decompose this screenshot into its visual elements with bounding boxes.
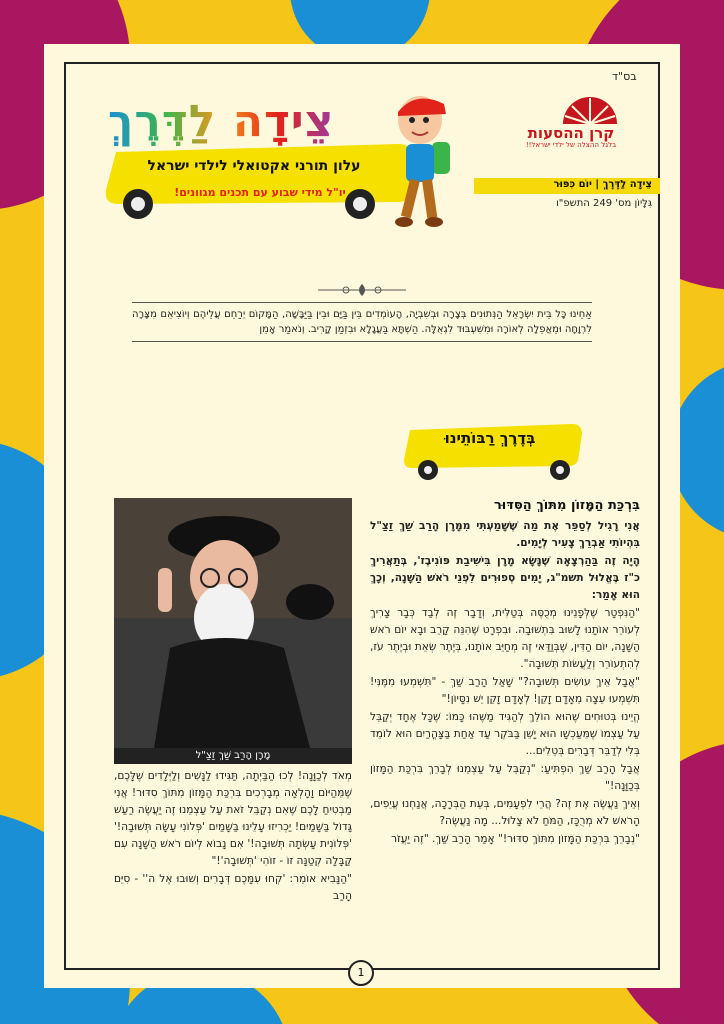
article-paragraph: אֲבָל הָרַב שַׁךְ הִפְתִּיעַ: "נְקַבֵּל עַל עַצְמֵנוּ לְבָרֵךְ בִּרְכַּת הַמָּזוֹן בְּכַוָּנָה!" (370, 763, 640, 792)
child-mascot-illustration (376, 90, 456, 240)
article-paragraph: הָיָה זֶה בַּהַרְצָאָה שֶׁנָּשָׂא מָרָן בִּישִׁיבַת פּוֹנִיבֶז', בְּתַאֲרִיךְ כ"ז בֶּאֱלוּל תשמ"ג, יָמִים סְפוּרִים לִפְנֵי רֹאשׁ הַשָּׁנָה, וְכָךְ הוּא אָמַר: (370, 555, 640, 601)
issue-number: גִּלָּיוֹן מס' 249 התשפ"ו (556, 198, 652, 209)
article-paragraph: הֱיֵינוּ בְּטוּחִים שֶׁהוּא הוֹלֵךְ לְהַגִּיד מַשֶּׁהוּ כָּמוֹ: שֶׁכָּל אֶחָד יְקַבֵּל עַל עַצְמוֹ שֶׁמֵּעַכְשָׁו הוּא יָשֵׁן בַּבֹּקֶר עַד אַחַת בַּצָּהֳרַיִם הוּא לוֹמֵד בְּלִי לְדַבֵּר דְּבָרִים בְּטֵלִים... (370, 711, 640, 757)
article-paragraph: אֲנִי רָגִיל לְסַפֵּר אֶת מַה שֶּׁשָּׁמַעְתִּי מִמָּרָן הָרַב שַׁךְ זַצַ"ל בִּהְיוֹתִי אַבְרֵךְ צָעִיר לְיָמִים. (370, 520, 640, 549)
page-number: 1 (348, 960, 374, 986)
masthead-tagline: יו"ל מידי שבוע עם תכנים מגוונים! (174, 186, 346, 199)
article-column-right (370, 518, 640, 849)
article-paragraph: "הַנִּפְטָר שֶׁלְּפָנֵינוּ מְכֻסֶּה בְּטַלִּית, וְדָבָר זֶה לְבַד כְּבָר צָרִיךְ לְעוֹרֵר אוֹתָנוּ לָשׁוּב בִּתְשׁוּבָה. וּבִפְרָט שֶׁהִנֵּה קָרֵב וּבָא יוֹם רֹאשׁ הַשָּׁנָה, יוֹם הַדִּין, שֶׁבְּוַדַּאי זֶה מְחַיֵּב אוֹתָנוּ, בְּיֶתֶר שְׂאֵת וּבְיֶתֶר עֹז, לְהִתְעוֹרֵר וְלַעֲשׂוֹת תְּשׁוּבָה". (370, 607, 640, 670)
bsd-mark: בס"ד (612, 70, 637, 83)
prayer-text: אַחֵינוּ כָּל בֵּית יִשְׂרָאֵל הַנְּתוּנִים בְּצָרָה וּבְשִׁבְיָה, הָעוֹמְדִים בֵּין בַּיָּם וּבֵין בַּיַּבָּשָׁה, הַמָּקוֹם יְרַחֵם עֲלֵיהֶם וְיוֹצִיאֵם מִצָּרָה לִרְוָחָה וּמֵאֲפֵלָה לְאוֹרָה וּמִשִּׁעְבּוּד לִגְאֻלָּה. הַשְׁתָּא בַּעֲגָלָא וּבִזְמַן קָרִיב. וְנֹאמַר אָמֵן (132, 302, 592, 342)
article-title: בִּרְכַּת הַמָּזוֹן מִתּוֹךְ הַסִּדּוּר (493, 498, 640, 513)
org-subtitle: בלגל ההצלה של ילדי ישראל!! (525, 141, 617, 149)
org-name: קרן ההסעות (527, 124, 615, 142)
masthead-slogan: עלון תורני אקטואלי לילדי ישראל (147, 158, 361, 174)
org-sunburst-logo (555, 86, 625, 128)
masthead-title-text: צֵידָה לַדֶּרֶךְ (108, 96, 335, 147)
article-paragraph: "הַנָּבִיא אוֹמֵר: 'קְחוּ עִמָּכֶם דְּבָרִים וְשׁוּבוּ אֶל ה'' - סִיֵּם הָרַב (114, 873, 352, 902)
bus-graphic (98, 138, 418, 220)
article-paragraph: וְאֵיךְ נַעֲשֶׂה אֶת זֶה? הֲרֵי לִפְעָמִים, בְּעֵת הַבְּרָכָה, אֲנַחְנוּ עֲיֵפִים, הָרֹאשׁ לֹא מְרֻכָּז, הַמֹּחַ לֹא צָלוּל... מָה נַעֲשֶׂה? (370, 798, 640, 827)
article-paragraph: "נְבָרֵךְ בִּרְכַּת הַמָּזוֹן מִתּוֹךְ סִדּוּר!" אָמַר הָרַב שַׁךְ. "זֶה יַעֲזֹר (391, 833, 640, 845)
issue-title: צֵידָה לַדֶּרֶךְ | יוֹם כִּפּוּר (553, 179, 652, 190)
article-paragraph: "אֲבָל אֵיךְ עוֹשִׂים תְּשׁוּבָה?" שָׁאַל הָרַב שַׁךְ - "תִּשְׁמְעוּ מִמֶּנִּי! תִּשְׁמְעוּ עֵצָה מֵאָדָם זָקֵן! לְאָדָם זָקֵן יֵשׁ נִסָּיוֹן!" (370, 676, 640, 705)
article-paragraph: מְאֹד לְכַוָּנָה! לְכוּ הַבַּיְתָה, תַּגִּידוּ לַנָּשִׁים וְלַיְּלָדִים שֶׁלָּכֶם, שֶׁמֵּהַיּוֹם וָהָלְאָה מְבָרְכִים בִּרְכַּת הַמָּזוֹן מִתּוֹךְ סִדּוּר! אֲנִי מַבְטִיחַ לָכֶם שֶׁאִם נְקַבֵּל זֹאת עַל עַצְמֵנוּ זֶה יַעֲשֶׂה רַעַשׁ גָּדוֹל בַּשָּׁמַיִם! יַכְרִיזוּ עָלֵינוּ בַּשָּׁמַיִם 'פְּלוֹנִי עָשָׂה תְּשׁוּבָה!' 'פְּלוֹנִית עָשְׂתָה תְּשׁוּבָה!' אִם נָבוֹא לְיוֹם רֹאשׁ הַשָּׁנָה עִם קַבָּלָה קְטַנָּה זוֹ - זוֹהִי 'תְּשׁוּבָה'!" (114, 770, 352, 867)
ornament-divider (316, 283, 408, 297)
article-column-left (114, 768, 352, 906)
section-title: בְּדֶרֶךְ רַבּוֹתֵינוּ (444, 429, 536, 447)
rabbi-photo (114, 498, 352, 748)
photo-caption: מָרָן הָרַב שַׁךְ זַצַ"ל (114, 748, 352, 764)
